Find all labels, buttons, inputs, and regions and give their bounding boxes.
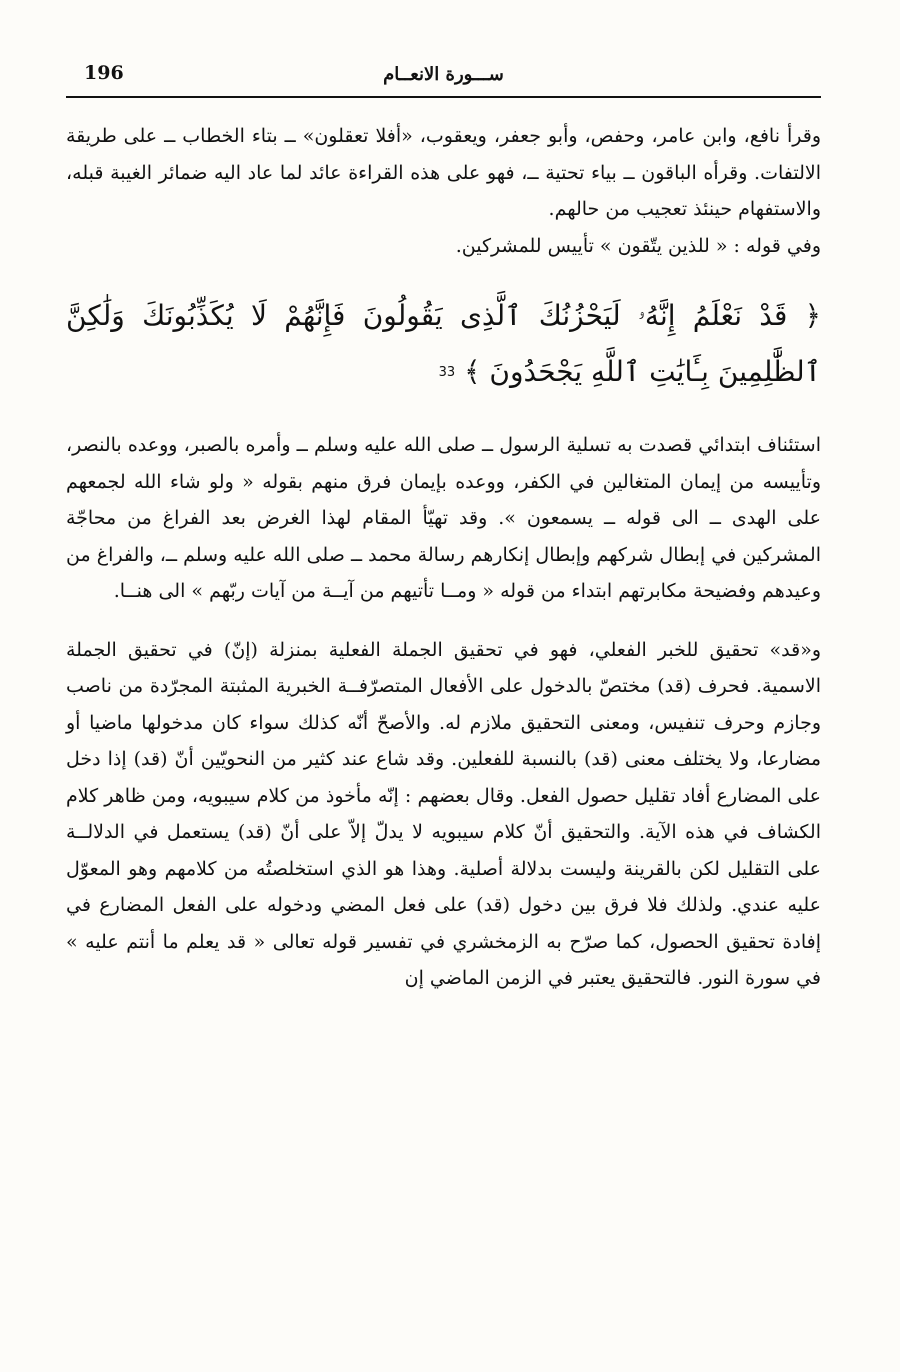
paragraph-qiraat: وقرأ نافع، وابن عامر، وحفص، وأبو جعفر، ويعقوب، «أفلا تعقلون» ــ بتاء الخطاب ــ على طريقة الالتفات. وقرأه الباقون ــ بياء تحتية ــ، فهو على هذه القراءة عائد لما عاد اليه ضمائر الغيبة قبله، والاستفهام حينئذ تعجيب من حالهم. — [66, 125, 821, 220]
verse-text: ﴿ قَدْ نَعْلَمُ إِنَّهُۥ لَيَحْزُنُكَ ٱلَّذِى يَقُولُونَ فَإِنَّهُمْ لَا يُكَذِّبُونَكَ وَلَٰكِنَّ ٱلظَّٰلِمِينَ بِـَٔايَٰتِ ٱللَّهِ يَجْحَدُونَ ﴾ — [66, 299, 821, 388]
page-body — [66, 118, 821, 997]
surah-title: ســـورة الانعــام — [383, 64, 504, 85]
verse-number: 33 — [438, 365, 456, 380]
paragraph-qad-grammar: و«قد» تحقيق للخبر الفعلي، فهو في تحقيق الجملة الفعلية بمنزلة (إنّ) في تحقيق الجملة الاسمية. فحرف (قد) مختصّ بالدخول على الأفعال المتصرّفــة الخبرية المثبتة المجرّدة من ناصب وجازم وحرف تنفيس، ومعنى التحقيق ملازم له. والأصحّ أنّه كذلك سواء كان مدخولها ماضيا أو مضارعا، ولا يختلف معنى (قد) بالنسبة للفعلين. وقد شاع عند كثير من النحويّين أنّ (قد) إذا دخل على المضارع أفاد تقليل حصول الفعل. وقال بعضهم : إنّه مأخوذ من كلام سيبويه، ومن ظاهر كلام الكشاف في هذه الآية. والتحقيق أنّ كلام سيبويه لا يدلّ إلاّ على أنّ (قد) يستعمل في الدلالــة على التقليل لكن بالقرينة وليست بدلالة أصلية. وهذا هو الذي استخلصتُه من كلامهم وهو المعوّل عليه عندي. ولذلك فلا فرق بين دخول (قد) على فعل المضي ودخوله على الفعل المضارع في إفادة تحقيق الحصول، كما صرّح به الزمخشري في تفسير قوله تعالى « قد يعلم ما أنتم عليه » في سورة النور. فالتحقيق يعتبر في الزمن الماضي إن — [66, 638, 821, 989]
page-number: 196 — [84, 62, 124, 84]
paragraph-commentary: استئناف ابتدائي قصدت به تسلية الرسول ــ صلى الله عليه وسلم ــ وأمره بالصبر، ووعده بالنصر، وتأييسه من إيمان المتغالين في الكفر، ووعده بإيمان فرق منهم بقوله « ولو شاء الله لجمعهم على الهدى ــ الى قوله ــ يسمعون ». وقد تهيّأ المقام لهذا الغرض بعد الفراغ من محاجّة المشركين في إبطال شركهم وإبطال إنكارهم رسالة محمد ــ صلى الله عليه وسلم ــ، والفراغ من وعيدهم وفضيحة مكابرتهم ابتداء من قوله « ومــا تأتيهم من آيــة من آيات ربّهم » الى هنــا. — [66, 434, 821, 602]
page-header — [66, 62, 821, 98]
quran-verse — [66, 288, 821, 401]
paragraph-tayis: وفي قوله : « للذين يتّقون » تأييس للمشركين. — [455, 234, 821, 257]
